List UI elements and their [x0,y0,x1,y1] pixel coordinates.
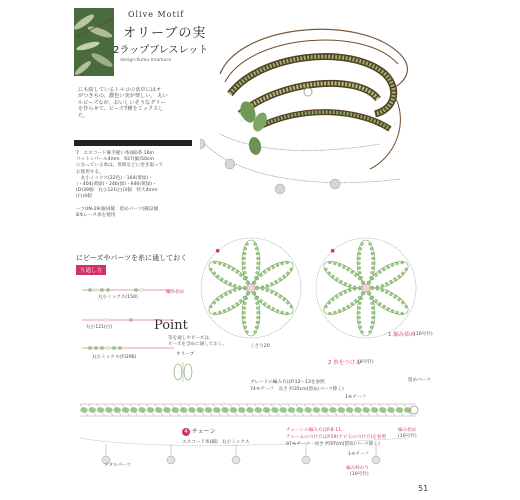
motif-label-1: 1モチーフ [345,395,367,400]
center-bead [362,284,370,292]
leaf-bead [285,260,289,264]
leaf-bead [359,247,362,250]
chain-note-2: チャームのつけ方はP.59(アピ玉のつけ方)を参照 [286,435,387,440]
leaf-bead [359,326,362,329]
chain-step-label: チェーン [191,428,216,435]
leaf-bead [243,311,246,314]
leaf-bead [285,311,289,315]
page-number: 51 [418,484,429,493]
leaf-bead [401,301,405,305]
olive-label: オリーブ [176,352,195,357]
leaf-bead [259,273,263,277]
leaf-bead [371,316,374,319]
leaf-bead [244,326,247,329]
leaf-bead [358,321,361,324]
start-marker [331,249,335,253]
bead-mix-label-2: 丸小ミックス [222,440,250,445]
bead-mix-label: 丸小ミックス(150) [98,295,138,300]
step1-label: 1 編み始め [388,332,416,338]
leaf-bead [358,302,361,305]
leaf-bead [370,326,373,329]
clasp-label: 留めパーツ [408,378,431,383]
leaf-bead [358,307,361,310]
materials-line: (白)4個 [76,194,92,200]
leaf-bead [371,267,374,270]
bead-white-label: 丸小121(白) [86,325,113,330]
cotton-label: 丸小ミックス(約296) [92,355,137,360]
bracelet-photo [200,4,420,204]
intro-line: にも結しているトルコの食卓にはオ [78,87,162,93]
leaf-bead [374,273,378,277]
leaf-bead [212,271,216,275]
leaf-bead [369,331,372,334]
leaf-bead [254,243,257,246]
edge-label-1: 編み始め [166,290,185,295]
intro-line: がつきもの。濃色い実が楽しい。 丸い [78,93,168,100]
materials-line: 8本レース糸を使用 [76,212,116,218]
edge-finish-rows: (10号针) [350,472,369,477]
leaf-bead [243,302,246,305]
point-title: Point [154,318,188,333]
leaf-bead [401,271,405,275]
leaf-bead [354,273,358,277]
leaf-bead [371,302,374,305]
leaf-bead [256,311,259,314]
leaf-bead [243,267,246,270]
braid-note-main: ブレードの編み方はP.12〜13を参照 [250,380,325,385]
motif-label-2: 1モチーフ [348,452,370,457]
leaf-bead [354,299,358,303]
point-note-line: 等を通しやビーズは、 [168,336,214,341]
leaf-bead [371,311,374,314]
leaf-bead [371,257,374,260]
leaf-bead [243,262,246,265]
leaf-bead [256,302,259,305]
leaf-bead [328,260,332,264]
charm [372,456,380,464]
leaf-bead [400,260,404,264]
chain-note-1: チェーンの編み方はP.8-11。 [286,428,346,433]
step2-label: 2 糸をつける [328,360,361,366]
olive-leaf-photo [74,8,114,76]
leaf-bead [369,243,372,246]
leaf-bead [212,301,216,305]
leaf-bead [243,252,246,255]
leaf-bead [243,271,246,274]
leaf-bead [358,257,361,260]
section-subheading [76,265,106,275]
leaf-bead [256,262,259,265]
leaf-bead [243,307,246,310]
start-marker [216,249,220,253]
intro-text [78,87,188,119]
leaf-bead [243,321,246,324]
materials-line: お使用する。 [76,169,104,175]
edge-rows-2: (10号针) [398,434,417,439]
materials-line: (D)39個 丸小121(白)3個 特大4mm [76,188,158,194]
leaf-bead [256,316,259,319]
section-subheading-label: り通し方 [80,268,103,274]
leaf-bead [371,271,374,274]
leaf-bead [256,257,259,260]
charm [232,456,240,464]
leaf-bead [371,307,374,310]
page-title: オリーブの実 [123,26,207,41]
step1-rows: (10号针) [414,332,433,337]
escord-label: エスコード糸(細) [182,440,218,445]
intro-line: を作らせて、ビーズ7種をミックスし [78,106,164,113]
materials-line: コットンパール4mm 937(細)50cm [76,157,154,163]
page-subtitle: 2ラップブレスレット [113,45,209,56]
leaf-bead [256,271,259,274]
leaf-bead [245,331,248,334]
chain-step [182,426,216,436]
leaf-bead [256,321,259,324]
charm [302,456,310,464]
materials-list [76,151,196,219]
series-label: Olive Motif [128,10,185,19]
leaf-bead [367,292,370,295]
chain-step-number: 4 [182,428,190,436]
leaf-bead [256,307,259,310]
kusari-label: くさり20 [250,344,270,349]
intro-line: た。 [78,112,89,119]
materials-line: 丸小ミックス(22色)・164(黄緑)・ [76,175,153,181]
leaf-bead [254,331,257,334]
leaf-bead [243,316,246,319]
leaf-bead [400,311,404,315]
leaf-bead [286,271,290,275]
section-heading: にビーズやパーツを糸に通しておく [76,254,188,262]
leaf-bead [244,247,247,250]
leaf-bead [358,267,361,270]
chain-note-3: 97モチーフ 長さ 約37cm(留め/パーツ除く) [286,442,380,447]
materials-line: ）・404(黄緑)・246(緑)・946(黄緑)・ [76,182,157,188]
leaf-bead [358,262,361,265]
leaf-bead [328,311,332,315]
leaf-bead [254,297,257,300]
edge-finish-label: 編み終わり [346,466,369,471]
leaf-bead [259,299,263,303]
leaf-bead [286,301,290,305]
leaf-bead [245,243,248,246]
leaf-bead [255,247,258,250]
leaf-bead [213,311,217,315]
leaf-bead [360,331,363,334]
leaf-bead [358,252,361,255]
leaf-bead [370,247,373,250]
leaf-bead [255,326,258,329]
leaf-bead [369,297,372,300]
edge-label-2: 編み始め [398,428,417,433]
leaf-bead [239,299,243,303]
designer-credit: design:Kumu Imamura [120,58,172,63]
leaf-bead [243,257,246,260]
materials-line: ーツUN-29(銀)4個 留めパーツ(銀)2個 [76,206,159,212]
point-note-line: ビーズを含めに通しておく。 [168,342,228,348]
leaf-bead [327,271,331,275]
braid-note-sub: 74モチーフ 長さ 約35cm(留め/パーツ除く) [250,387,344,392]
braid-diagram [76,378,420,473]
leaf-bead [239,273,243,277]
leaf-bead [371,252,374,255]
leaf-bead [213,260,217,264]
charm [167,456,175,464]
leaf-bead [252,292,255,295]
metal-label: メタルパーツ [104,463,132,468]
leaf-bead [358,316,361,319]
leaf-bead [327,301,331,305]
materials-line: 7 エスコード麻手縫い糸(細)茶 16m [76,151,155,156]
leaf-bead [374,299,378,303]
step2-rows: (8号针) [358,360,374,365]
leaf-bead [360,243,363,246]
leaf-bead [358,271,361,274]
center-bead [247,284,255,292]
intro-line: ルビーズなが、おいしいそうなグリー [78,99,166,106]
leaf-bead [371,321,374,324]
leaf-bead [371,262,374,265]
leaf-bead [256,252,259,255]
flower-diagram-left [195,232,307,350]
leaf-bead [358,311,361,314]
leaf-bead [256,267,259,270]
materials-line: になっている糸は、厚紙などに巻き取って [76,163,164,169]
materials-bar [74,140,192,146]
